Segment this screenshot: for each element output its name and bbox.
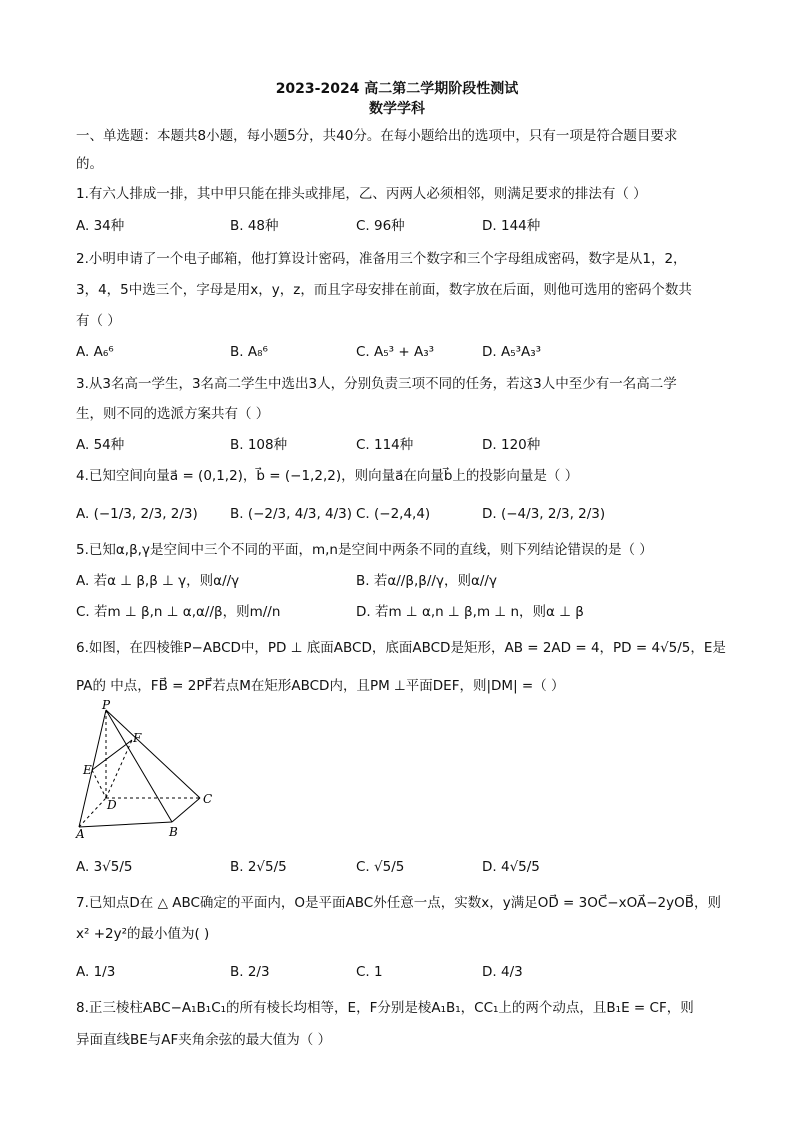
q6-option-d: D. 4√5/5 — [482, 859, 540, 875]
edge-ad — [79, 798, 106, 827]
question-4-text: 4.已知空间向量a⃗ = (0,1,2)，b⃗ = (−1,2,2)，则向量a⃗在向量b⃗上的投影向量是（ ） — [76, 468, 579, 484]
question-5-text: 5.已知α,β,γ是空间中三个不同的平面，m,n是空间中两条不同的直线，则下列结论错误的是（ ） — [76, 542, 653, 558]
question-3-line2: 生，则不同的选派方案共有（ ） — [76, 406, 270, 422]
q5-option-b: B. 若α//β,β//γ，则α//γ — [356, 573, 497, 589]
q1-option-a: A. 34种 — [76, 218, 125, 234]
question-8-line1: 8.正三棱柱ABC−A₁B₁C₁的所有棱长均相等，E，F分别是棱A₁B₁，CC₁上的两个动点，且B₁E = CF，则 — [76, 1000, 694, 1016]
pyramid-figure — [74, 700, 224, 840]
segment-ed — [92, 770, 106, 798]
q5-option-a: A. 若α ⊥ β,β ⊥ γ，则α//γ — [76, 573, 240, 589]
q1-option-b: B. 48种 — [230, 218, 279, 234]
q2-option-a: A. A₆⁶ — [76, 344, 114, 360]
q5-option-d: D. 若m ⊥ α,n ⊥ β,m ⊥ n，则α ⊥ β — [356, 604, 584, 620]
q6-option-a: A. 3√5/5 — [76, 859, 133, 875]
label-b: B — [169, 825, 178, 839]
label-f: F — [133, 731, 142, 745]
pyramid-diagram — [74, 700, 224, 840]
q7-option-a: A. 1/3 — [76, 964, 116, 980]
question-8-line2: 异面直线BE与AF夹角余弦的最大值为（ ） — [76, 1032, 332, 1048]
question-1-text: 1.有六人排成一排，其中甲只能在排头或排尾，乙、丙两人必须相邻，则满足要求的排法有（ ） — [76, 186, 647, 202]
q3-option-b: B. 108种 — [230, 437, 288, 453]
question-2-line1: 2.小明申请了一个电子邮箱，他打算设计密码，准备用三个数字和三个字母组成密码，数字是从1，2， — [76, 251, 687, 267]
edge-pc — [106, 710, 200, 798]
section-heading-line1: 一、单选题：本题共8小题，每小题5分，共40分。在每小题给出的选项中，只有一项是符合题目要求 — [76, 128, 678, 144]
question-7-line1: 7.已知点D在 △ ABC确定的平面内，O是平面ABC外任意一点，实数x，y满足OD⃗ = 3OC⃗−xOA⃗−2yOB⃗，则 — [76, 895, 721, 911]
q7-option-d: D. 4/3 — [482, 964, 523, 980]
question-2-line2: 3，4，5中选三个，字母是用x，y，z，而且字母安排在前面，数字放在后面，则他可选用的密码个数共 — [76, 282, 692, 298]
q2-option-b: B. A₈⁶ — [230, 344, 268, 360]
label-c: C — [203, 792, 213, 806]
label-e: E — [83, 763, 92, 777]
q4-option-a: A. (−1/3, 2/3, 2/3) — [76, 506, 198, 522]
question-7-line2: x² +2y²的最小值为( ) — [76, 926, 210, 942]
section-heading-line2: 的。 — [76, 156, 103, 172]
q4-option-d: D. (−4/3, 2/3, 2/3) — [482, 506, 606, 522]
q2-option-d: D. A₅³A₃³ — [482, 344, 542, 360]
exam-subject: 数学学科 — [369, 101, 425, 117]
question-2-line3: 有（ ） — [76, 313, 121, 329]
question-6-line1: 6.如图，在四棱锥P−ABCD中，PD ⊥ 底面ABCD，底面ABCD是矩形，AB = 2AD = 4，PD = 4√5/5，E是 — [76, 640, 726, 656]
q4-option-b: B. (−2/3, 4/3, 4/3) — [230, 506, 353, 522]
label-d: D — [107, 798, 117, 812]
edge-bc — [172, 798, 200, 822]
q3-option-c: C. 114种 — [356, 437, 414, 453]
q7-option-b: B. 2/3 — [230, 964, 270, 980]
q4-option-c: C. (−2,4,4) — [356, 506, 431, 522]
q6-option-b: B. 2√5/5 — [230, 859, 287, 875]
q7-option-c: C. 1 — [356, 964, 383, 980]
q3-option-a: A. 54种 — [76, 437, 125, 453]
label-p: P — [102, 700, 111, 712]
q6-option-c: C. √5/5 — [356, 859, 405, 875]
label-a: A — [76, 827, 85, 840]
exam-title: 2023-2024 高二第二学期阶段性测试 — [275, 81, 519, 97]
q1-option-c: C. 96种 — [356, 218, 405, 234]
edge-ab — [79, 822, 172, 827]
q2-option-c: C. A₅³ + A₃³ — [356, 344, 435, 360]
question-3-line1: 3.从3名高一学生，3名高二学生中选出3人，分别负责三项不同的任务，若这3人中至少有一名高二学 — [76, 376, 677, 392]
segment-df — [106, 740, 132, 798]
q5-option-c: C. 若m ⊥ β,n ⊥ α,α//β，则m//n — [76, 604, 281, 620]
q3-option-d: D. 120种 — [482, 437, 541, 453]
question-6-line2: PA的 中点，FB⃗ = 2PF⃗若点M在矩形ABCD内，且PM ⊥平面DEF，则|DM| =（ ） — [76, 678, 565, 694]
q1-option-d: D. 144种 — [482, 218, 541, 234]
